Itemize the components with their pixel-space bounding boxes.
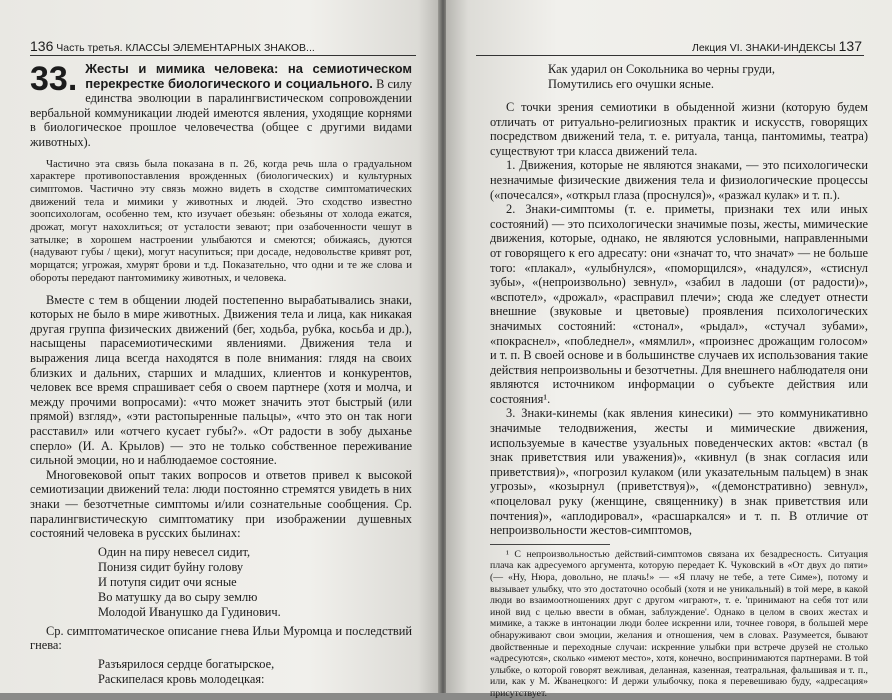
left-column — [30, 62, 412, 691]
section-header — [30, 62, 412, 150]
verse-line: И потупя сидит очи ясные — [98, 574, 237, 589]
right-page — [446, 0, 892, 699]
left-page — [0, 0, 440, 693]
footnote-rule — [490, 544, 610, 545]
verse-line: Молодой Иванушко да Гудинович. — [98, 604, 281, 619]
paragraph-3: Многовековой опыт таких вопросов и ответов привел к высокой семиотизации движений тела: люди постоянно стремятся увидеть в них знаки — безотчетные симптомы и/или сознательные сообщения. Ср. паралингвистическую симптоматику при изображении душевных состояний человека в русских былинах: — [30, 467, 412, 541]
verse-block-right — [548, 62, 868, 92]
paragraph-1-right: С точки зрения семиотики в обыденной жизни (которую будем отличать от ритуально-религиозных практик и искусств, говорящих посредством движений тела, т. е. ритуала, танца, пантомимы, театра) существуют три класса движений тела. — [490, 100, 868, 158]
head-rule-right — [476, 55, 864, 56]
paragraph-4: Ср. симптоматическое описание гнева Ильи Муромца и последствий гнева: — [30, 623, 412, 653]
list-item-1: 1. Движения, которые не являются знаками, — это психологически незначимые физические движения тела и физиологические процессы («почесался», «открыл глаза (проснулся)», «разжал кулак» и т. п.). — [490, 158, 868, 202]
page-number-right: 137 — [838, 38, 862, 54]
verse-line: Раскипелася кровь молодецкая: — [98, 671, 265, 686]
verse-line: Во матушку да во сыру землю — [98, 589, 258, 604]
verse-line: Понизя сидит буйну голову — [98, 559, 244, 574]
verse-line: Как ударил он Сокольника во черны груди, — [548, 62, 775, 76]
verse-line: Помутились его очушки ясные. — [548, 77, 714, 91]
section-number: 33. — [30, 60, 78, 98]
footnote: ¹ С непроизвольностью действий-симптомов связана их безадресность. Ситуация плача как адресуемого аргумента, которую передает К. Чуковский в «От двух до пяти» (— «Ну, Нюра, довольно, не плачь!» — «Я плачу не тебе, а тете Симе»), потому и вызывает улыбку, что это достаточно особый (хотя и не уникальный) в той мере, в какой люди во взаимоотношениях друг с другом «играют», т. е. 'принимают на себя тот или иной вид с целью ввести в обман, заблуждение'. Однако в целом в своих жестах и мимике, а также в интонации люди более искренни или, точнее говоря, в большей мере обнаруживают свои эмоции, желания и отношения, чем в словах. Разумеется, бывают двойственные и переходные случаи: искренние улыбки при встрече друзей не столько «адресуются», сколько «имеют место», хотя, конечно, воспринимаются партнерами. В той улыбке, о которой говорят вежливая, деланная, казенная, театральная, фальшивая и т. п., или, как у М. Жванецкого: И держи улыбочку, пока я перевешиваю буду, «адресация» присутствует. — [490, 548, 868, 699]
list-item-3: 3. Знаки-кинемы (как явления кинесики) — это коммуникативно значимые телодвижения, жесты и мимические движения, используемые в качестве узуальных поведенческих актов: «встал (в знак приветствия или уважения)», «кивнул (в знак согласия или приветствия)», «погрозил кулаком (или указательным пальцем) в знак угрозы», «козырнул (приветствуя)», «(демонстративно) зевнул», «поцеловал руку (женщине, священнику) в знак приветствия или почтения)», «аплодировал», «расшаркался» и т. п. В отличие от непроизвольности жестов-симптомов, — [490, 406, 868, 538]
list-item-2: 2. Знаки-симптомы (т. е. приметы, признаки тех или иных состояний) — это психологически значимые позы, жесты, мимические движения, которые, однако, не являются условными, направленными от говорящего к его адресату: они «значат то, что значат» — не больше того: «плакал», «улыбнулся», «поморщился», «надулся», «стиснул зубы», «(непроизвольно) зевнул», «забил в ладоши (от радости)», «вспотел», «дрожал», «расправил плечи»; сюда же следует отнести внешние (звуковые и цветовые) проявления психологических значимых состояний: «стонал», «рыдал», «стучал зубами», «покраснел», «побледнел», «мямлил», «произнес дрожащим голосом» и т. п. В своей основе и в большинстве случаев их использования такие действия непроизвольны и безотчетны. Для внешнего наблюдателя они являются источником информации о субъекте действия или состояния¹. — [490, 202, 868, 406]
right-running-head — [692, 38, 862, 54]
verse-block-1 — [98, 545, 412, 620]
small-paragraph: Частично эта связь была показана в п. 26, когда речь шла о градуальном характере противопоставления врожденных (биологических) и культурных симптомов. Частично эту связь можно видеть в сходстве симптоматических движений тела и мимики у животных и людей. Это сходство известно зоопсихологам, особенно тем, кто изучает обезьян: обезьяны от холода ежатся, дрожат, могут нахохлиться; от усталости зевают; при озабоченности чешут в затылке; в хорошем настроении улыбаются и смеются; обижаясь, дуются (надувают губы / щеки), могут насупиться; при досаде, недовольстве кривят рот, морщатся; угрожая, хмурят брови и т.д. Показательно, что одни и те же слова и обороты передают пантомимику животных, и человека. — [30, 157, 412, 284]
head-rule-left — [30, 55, 416, 56]
verse-block-2 — [98, 657, 412, 687]
right-column — [490, 62, 868, 700]
section-intro: В силу единства эволюции в паралингвистическом сопровождении вербальной коммуникации людей имеются явления, уходящие корнями в биологическое прошлое человечества (общее с другими видами животных). — [30, 76, 412, 149]
paragraph-2: Вместе с тем в общении людей постепенно вырабатывались знаки, которых не было в мире животных. Движения тела и лица, как никакая другая группа физических движений (бег, ходьба, рубка, косьба и др.), насыщены парасемиотическими явлениями. Движения тела и выражения лица всегда находятся в поле внимания: глядя на своих близких и дальних, старших и младших, клиентов и конкурентов, человек все время спрашивает себя о своем партнере (хотя и молча, и между прочими вопросами): «что может значить этот быстрый (или прямой) взгляд», «эти растопыренные пальцы», «что это он так ноги расставил» или «отчего кусает губы?». «От радости в зобу дыханье сперло» (И. А. Крылов) — это не только собственное переживание сильной эмоции, но и наблюдаемое состояние. — [30, 292, 412, 468]
running-head-text-right: Лекция VI. ЗНАКИ-ИНДЕКСЫ — [691, 42, 836, 54]
verse-line: Разъярилося сердце богатырское, — [98, 656, 275, 671]
section-title: Жесты и мимика человека: на семиотическом перекрестке биологического и социального. — [85, 61, 412, 91]
verse-line: Один на пиру невесел сидит, — [98, 544, 251, 559]
page-number-left: 136 — [30, 38, 54, 54]
running-head-text-left: Часть третья. КЛАССЫ ЭЛЕМЕНТАРНЫХ ЗНАКОВ... — [56, 42, 315, 54]
left-running-head — [30, 38, 315, 54]
